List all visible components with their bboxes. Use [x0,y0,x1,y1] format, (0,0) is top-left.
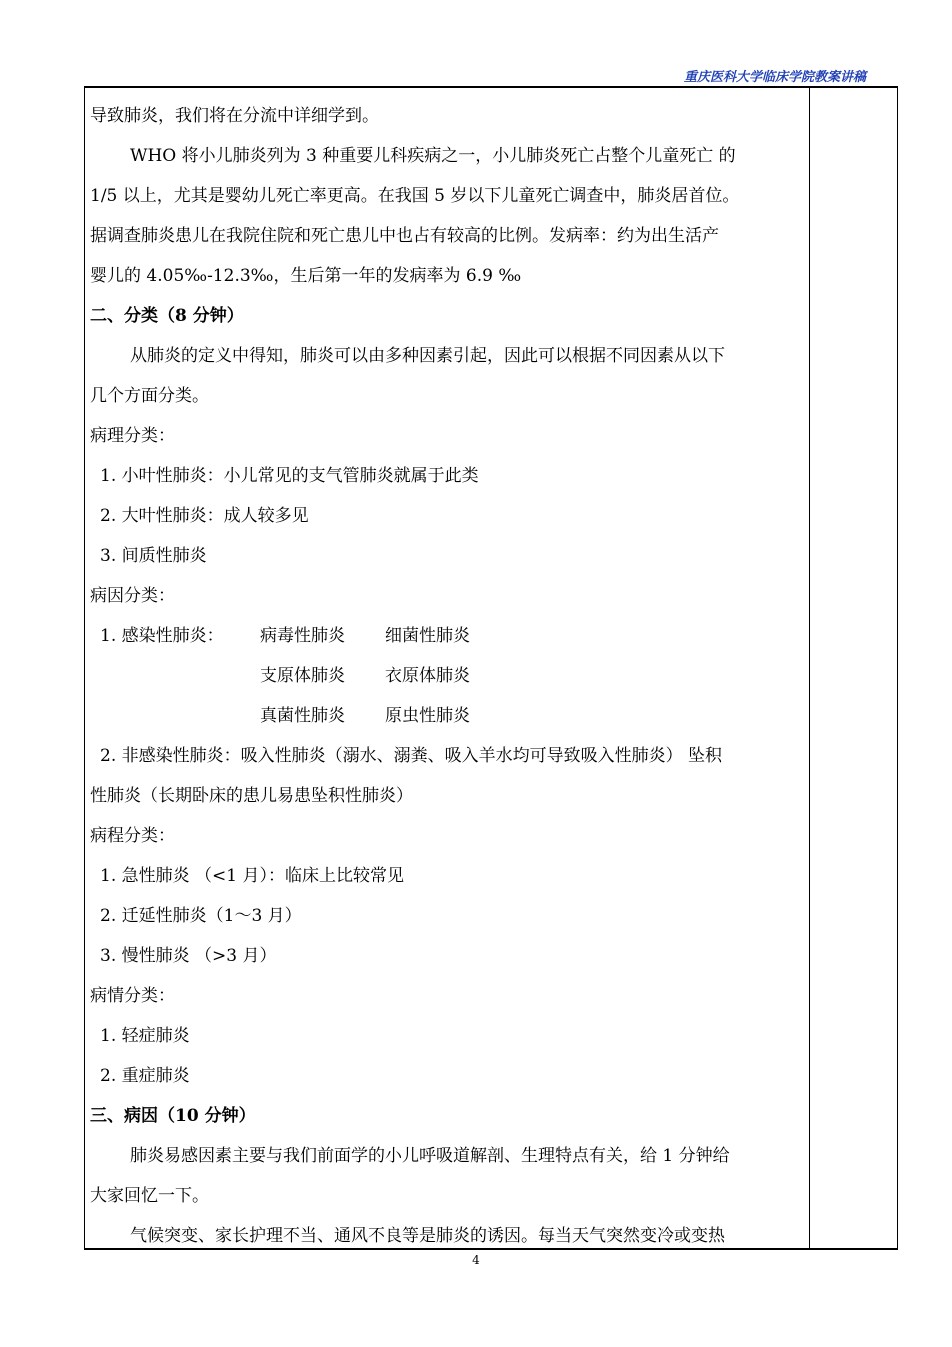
page-number: 4 [472,1253,480,1267]
notes-column-divider [809,88,810,1248]
list-item: 1. 急性肺炎 （<1 月）：临床上比较常见 [100,866,404,886]
subheading: 病理分类： [90,426,175,446]
category-label: 1. 感染性肺炎： [100,626,224,646]
paragraph-line: 性肺炎（长期卧床的患儿易患坠积性肺炎） [90,786,413,806]
subheading: 病情分类： [90,986,175,1006]
paragraph-line: 1/5 以上，尤其是婴幼儿死亡率更高。在我国 5 岁以下儿童死亡调查中，肺炎居首位。 [90,186,740,206]
category-value: 原虫性肺炎 [385,706,470,726]
list-item: 3. 间质性肺炎 [100,546,207,566]
category-value: 真菌性肺炎 [260,706,345,726]
list-item [90,616,804,656]
list-item: 2. 迁延性肺炎（1～3 月） [100,906,302,926]
category-value: 衣原体肺炎 [385,666,470,686]
subheading: 病程分类： [90,826,175,846]
main-content [90,96,804,1256]
subheading: 病因分类： [90,586,175,606]
paragraph-line: 据调查肺炎患儿在我院住院和死亡患儿中也占有较高的比例。发病率：约为出生活产 [90,226,719,246]
paragraph-line: 从肺炎的定义中得知，肺炎可以由多种因素引起，因此可以根据不同因素从以下 [130,346,725,366]
paragraph-line: WHO 将小儿肺炎列为 3 种重要儿科疾病之一，小儿肺炎死亡占整个儿童死亡 的 [130,146,736,166]
paragraph-line: 婴儿的 4.05‰-12.3‰，生后第一年的发病率为 6.9 ‰ [90,266,522,286]
paragraph-line: 几个方面分类。 [90,386,209,406]
list-item [90,656,804,696]
list-item: 3. 慢性肺炎 （>3 月） [100,946,277,966]
category-value: 支原体肺炎 [260,666,345,686]
list-item: 2. 非感染性肺炎：吸入性肺炎（溺水、溺粪、吸入羊水均可导致吸入性肺炎） 坠积 [100,746,723,766]
category-value: 病毒性肺炎 [260,626,345,646]
list-item [90,696,804,736]
section-heading: 二、分类（8 分钟） [90,306,244,326]
paragraph-line: 大家回忆一下。 [90,1186,209,1206]
section-heading: 三、病因（10 分钟） [90,1106,256,1126]
list-item: 1. 小叶性肺炎：小儿常见的支气管肺炎就属于此类 [100,466,479,486]
list-item: 1. 轻症肺炎 [100,1026,190,1046]
category-value: 细菌性肺炎 [385,626,470,646]
paragraph-line: 气候突变、家长护理不当、通风不良等是肺炎的诱因。每当天气突然变冷或变热 [130,1226,725,1246]
paragraph-line: 导致肺炎，我们将在分流中详细学到。 [90,106,379,126]
header-title: 重庆医科大学临床学院教案讲稿 [683,70,866,85]
list-item: 2. 重症肺炎 [100,1066,190,1086]
paragraph-line: 肺炎易感因素主要与我们前面学的小儿呼吸道解剖、生理特点有关，给 1 分钟给 [130,1146,730,1166]
list-item: 2. 大叶性肺炎：成人较多见 [100,506,309,526]
